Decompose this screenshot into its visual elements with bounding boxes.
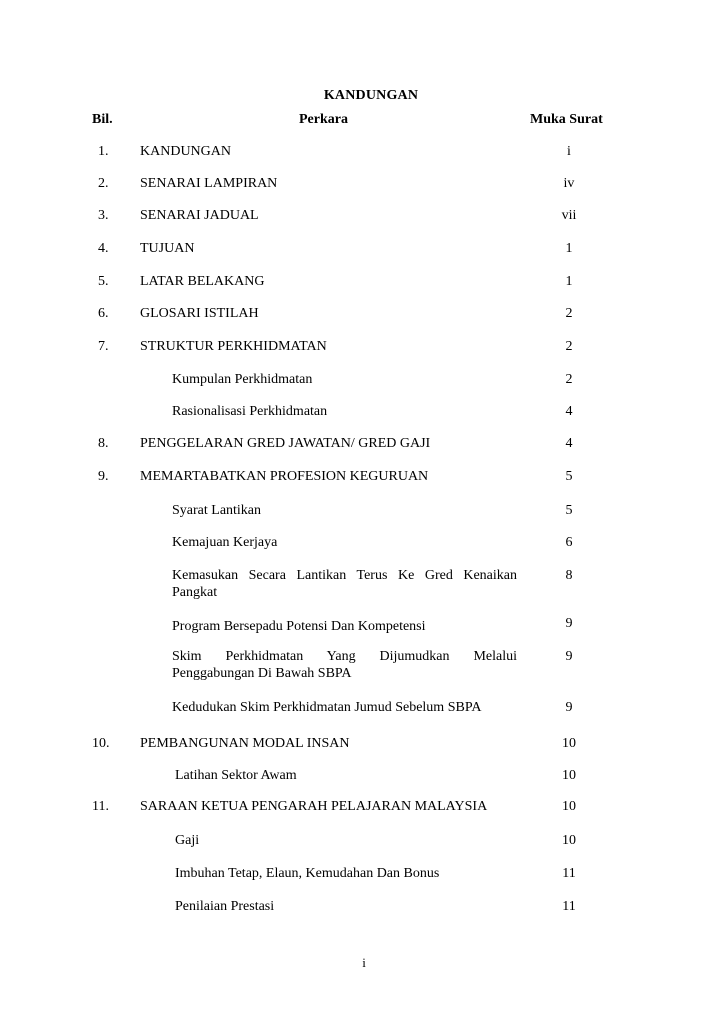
- entry-number: 4.: [98, 241, 109, 256]
- entry-title: Skim Perkhidmatan Yang Dijumudkan Melalui Penggabungan Di Bawah SBPA: [172, 649, 517, 681]
- entry-page: 9: [565, 700, 573, 715]
- entry-title: SENARAI LAMPIRAN: [140, 176, 278, 191]
- entry-page: 10: [562, 799, 576, 814]
- entry-title: Latihan Sektor Awam: [175, 768, 297, 783]
- entry-page: 2: [565, 306, 573, 321]
- entry-title: Imbuhan Tetap, Elaun, Kemudahan Dan Bonus: [175, 866, 440, 881]
- entry-title: KANDUNGAN: [140, 144, 231, 159]
- entry-page: 9: [565, 649, 573, 664]
- entry-title: SARAAN KETUA PENGARAH PELAJARAN MALAYSIA: [140, 799, 488, 814]
- entry-number: 2.: [98, 176, 109, 191]
- entry-title: STRUKTUR PERKHIDMATAN: [140, 339, 327, 354]
- entry-title: MEMARTABATKAN PROFESION KEGURUAN: [140, 469, 429, 484]
- entry-number: 3.: [98, 208, 109, 223]
- entry-title: PENGGELARAN GRED JAWATAN/ GRED GAJI: [140, 436, 431, 451]
- entry-number: 7.: [98, 339, 109, 354]
- entry-title: PEMBANGUNAN MODAL INSAN: [140, 736, 350, 751]
- entry-page: i: [567, 144, 571, 159]
- entry-title: Gaji: [175, 833, 200, 848]
- entry-title: TUJUAN: [140, 241, 195, 256]
- entry-page: 6: [565, 535, 573, 550]
- entry-page: 11: [562, 866, 576, 881]
- entry-page: 10: [562, 736, 576, 751]
- entry-number: 1.: [98, 144, 109, 159]
- entry-title: Kedudukan Skim Perkhidmatan Jumud Sebelum SBPA: [172, 700, 482, 715]
- entry-number: 8.: [98, 436, 109, 451]
- page-title: KANDUNGAN: [323, 88, 419, 103]
- entry-title: Kemajuan Kerjaya: [172, 535, 278, 550]
- entry-page: 5: [565, 469, 573, 484]
- column-header-perkara: Perkara: [299, 112, 348, 127]
- entry-page: 11: [562, 899, 576, 914]
- entry-page: 10: [562, 768, 576, 783]
- entry-page: iv: [563, 176, 575, 191]
- entry-page: 5: [565, 503, 573, 518]
- entry-title: LATAR BELAKANG: [140, 274, 265, 289]
- column-header-muka-surat: Muka Surat: [530, 112, 603, 127]
- entry-page: 2: [565, 339, 573, 354]
- entry-number: 11.: [92, 799, 109, 814]
- entry-page: 9: [565, 616, 573, 631]
- entry-title: SENARAI JADUAL: [140, 208, 259, 223]
- entry-title: Kumpulan Perkhidmatan: [172, 372, 313, 387]
- entry-page: 1: [565, 241, 573, 256]
- entry-page: 8: [565, 568, 573, 583]
- entry-page: 1: [565, 274, 573, 289]
- entry-title: Penilaian Prestasi: [175, 899, 275, 914]
- entry-page: 4: [565, 436, 573, 451]
- entry-title: Program Bersepadu Potensi Dan Kompetensi: [172, 619, 426, 634]
- entry-number: 9.: [98, 469, 109, 484]
- entry-title: Rasionalisasi Perkhidmatan: [172, 404, 328, 419]
- entry-page: vii: [561, 208, 577, 223]
- entry-title: Kemasukan Secara Lantikan Terus Ke Gred Kenaikan Pangkat: [172, 568, 517, 600]
- entry-page: 2: [565, 372, 573, 387]
- entry-title: Syarat Lantikan: [172, 503, 262, 518]
- entry-page: 10: [562, 833, 576, 848]
- entry-number: 6.: [98, 306, 109, 321]
- entry-page: 4: [565, 404, 573, 419]
- entry-number: 10.: [92, 736, 110, 751]
- entry-title: GLOSARI ISTILAH: [140, 306, 259, 321]
- entry-number: 5.: [98, 274, 109, 289]
- column-header-bil: Bil.: [92, 112, 113, 127]
- page-number: i: [362, 955, 366, 970]
